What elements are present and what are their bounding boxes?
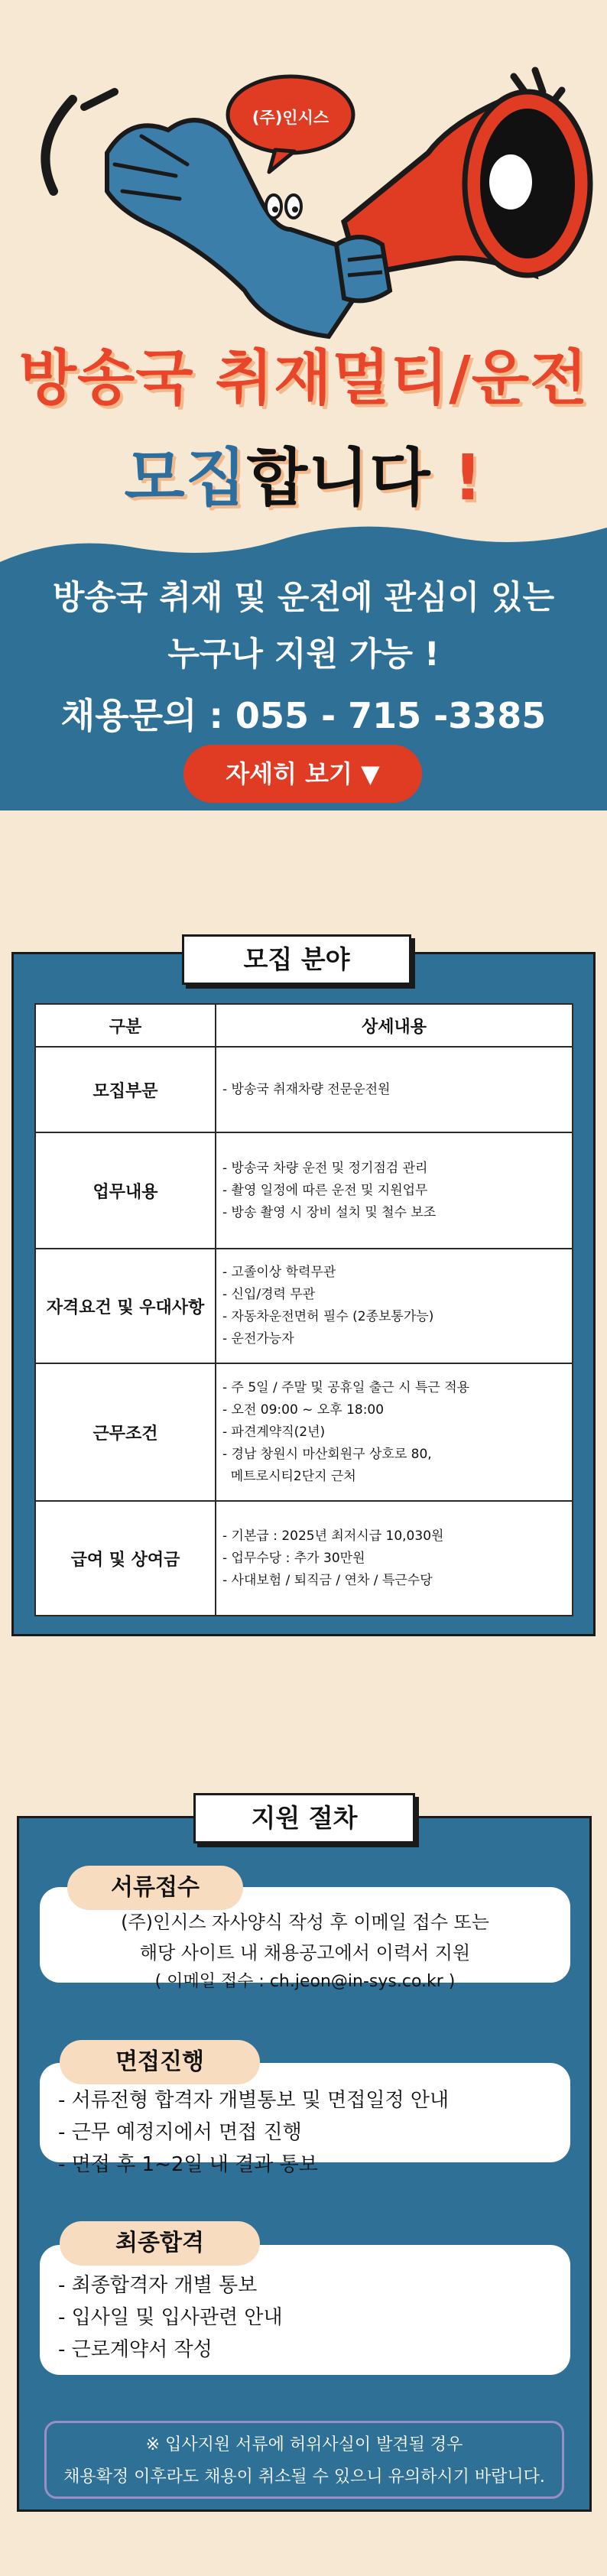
column-header: 구분 — [35, 1004, 216, 1047]
step-label: 서류접수 — [67, 1866, 243, 1910]
row-key: 업무내용 — [35, 1132, 216, 1249]
recruitment-table — [34, 1003, 573, 1616]
row-value: - 기본급 : 2025년 최저시급 10,030원 - 업무수당 : 추가 30만원 - 사대보험 / 퇴직금 / 연차 / 특근수당 — [216, 1501, 573, 1616]
page-title-line2: 모집합니다 ! — [124, 442, 483, 515]
table-row — [35, 1249, 573, 1363]
table-row — [35, 1363, 573, 1501]
step-card-interview: - 서류전형 합격자 개별통보 및 면접일정 안내 - 근무 예정지에서 면접 진행 - 면접 후 1~2일 내 결과 통보 — [40, 2063, 570, 2162]
row-key: 근무조건 — [35, 1363, 216, 1501]
table-row — [35, 1132, 573, 1249]
contact-phone: 채용문의 : 055 - 715 -3385 — [60, 695, 547, 736]
row-value: - 주 5일 / 주말 및 공휴일 출근 시 특근 적용 - 오전 09:00 ~ 오후 18:00 - 파견계약직(2년) - 경남 창원시 마산회원구 상호로 80, 메트로시티2단지 근처 — [216, 1363, 573, 1501]
hero-subtitle-2: 누구나 지원 가능 ! — [167, 635, 440, 674]
row-key: 모집부문 — [35, 1047, 216, 1132]
row-value: - 방송국 취재차량 전문운전원 — [216, 1047, 573, 1132]
motion-line-icon — [45, 99, 73, 191]
notice-box: ※ 입사지원 서류에 허위사실이 발견될 경우 채용확정 이후라도 채용이 취소될 수 있으니 유의하시기 바랍니다. — [44, 2421, 564, 2499]
row-value: - 고졸이상 학력무관 - 신입/경력 무관 - 자동차운전면허 필수 (2종보통가능) - 운전가능자 — [216, 1249, 573, 1363]
row-key: 자격요건 및 우대사항 — [35, 1249, 216, 1363]
hero-banner — [0, 0, 607, 810]
step-card-final: - 최종합격자 개별 통보 - 입사일 및 입사관련 안내 - 근로계약서 작성 — [40, 2245, 570, 2375]
table-header-row — [35, 1004, 573, 1047]
row-key: 급여 및 상여금 — [35, 1501, 216, 1616]
field-section-title: 모집 분야 — [182, 934, 411, 985]
view-details-button[interactable]: 자세히 보기 ▼ — [183, 745, 422, 803]
company-bubble-text: (주)인시스 — [252, 109, 329, 127]
table-row — [35, 1047, 573, 1132]
step-label: 면접진행 — [60, 2040, 260, 2084]
step-card-documents: (주)인시스 자사양식 작성 후 이메일 접수 또는 해당 사이트 내 채용공고에서 이력서 지원 ( 이메일 접수 : ch.jeon@in-sys.co.kr ) — [40, 1887, 570, 1983]
column-header: 상세내용 — [216, 1004, 573, 1047]
hero-subtitle-1: 방송국 취재 및 운전에 관심이 있는 — [52, 579, 555, 617]
page-title: 방송국 취재멀티/운전 — [18, 344, 589, 413]
row-value: - 방송국 차량 운전 및 정기점검 관리 - 촬영 일정에 따른 운전 및 지원업무 - 방송 촬영 시 장비 설치 및 철수 보조 — [216, 1132, 573, 1249]
step-label: 최종합격 — [60, 2221, 260, 2266]
process-section-title: 지원 절차 — [193, 1793, 415, 1843]
table-row — [35, 1501, 573, 1616]
character-body — [107, 120, 359, 336]
